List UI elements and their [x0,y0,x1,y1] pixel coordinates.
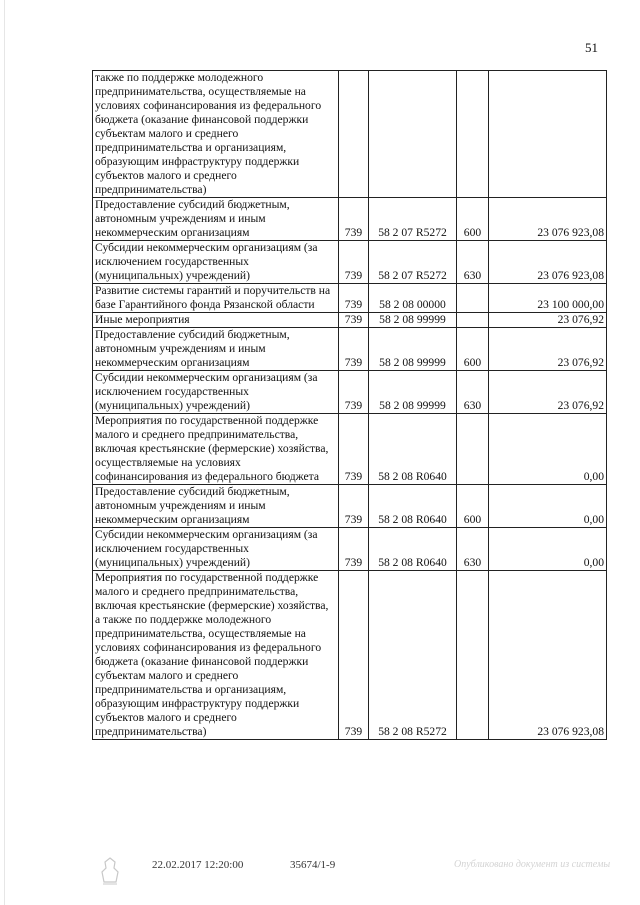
table-row [93,485,607,528]
row-amount: 23 076,92 [489,371,607,414]
row-article: 58 2 08 99999 [369,371,457,414]
budget-table [92,70,607,740]
row-article [369,71,457,198]
page-number: 51 [585,40,598,55]
row-type: 600 [457,198,489,241]
row-ministry: 739 [339,571,369,740]
row-article: 58 2 08 99999 [369,313,457,328]
row-name: Субсидии некоммерческим организациям (за исключением государственных (муниципальных) учреждений) [93,371,339,414]
row-type [457,414,489,485]
row-amount: 0,00 [489,485,607,528]
row-article: 58 2 08 R0640 [369,414,457,485]
table-row [93,528,607,571]
row-ministry: 739 [339,313,369,328]
row-article: 58 2 08 99999 [369,328,457,371]
row-article: 58 2 08 R0640 [369,528,457,571]
table-row [93,71,607,198]
row-name: Предоставление субсидий бюджетным, автономным учреждениям и иным некоммерческим организациям [93,328,339,371]
table-row [93,571,607,740]
row-name: Субсидии некоммерческим организациям (за исключением государственных (муниципальных) учреждений) [93,241,339,284]
coat-of-arms-icon [97,856,123,886]
table-row [93,313,607,328]
row-type: 630 [457,528,489,571]
row-type: 630 [457,241,489,284]
row-name: Предоставление субсидий бюджетным, автономным учреждениям и иным некоммерческим организациям [93,485,339,528]
row-type [457,71,489,198]
row-ministry: 739 [339,414,369,485]
table-row [93,241,607,284]
row-amount: 23 076 923,08 [489,241,607,284]
footer-watermark: Опубликовано документ из системы [454,859,611,870]
row-amount [489,71,607,198]
row-article: 58 2 07 R5272 [369,241,457,284]
table-row [93,371,607,414]
row-name: также по поддержке молодежного предпринимательства, осуществляемые на условиях софинансирования из федерального бюджета (оказание финансовой поддержки субъектам малого и среднего предпринимательства и организациям, образующим инфраструктуру поддержки субъектов малого и среднего предпринимательства) [93,71,339,198]
row-type [457,571,489,740]
table-row [93,198,607,241]
row-name: Иные мероприятия [93,313,339,328]
table-row [93,284,607,313]
row-amount: 23 100 000,00 [489,284,607,313]
row-name: Развитие системы гарантий и поручительств на базе Гарантийного фонда Рязанской области [93,284,339,313]
row-name: Предоставление субсидий бюджетным, автономным учреждениям и иным некоммерческим организациям [93,198,339,241]
row-amount: 0,00 [489,528,607,571]
row-amount: 23 076 923,08 [489,571,607,740]
row-ministry: 739 [339,284,369,313]
row-name: Субсидии некоммерческим организациям (за исключением государственных (муниципальных) учреждений) [93,528,339,571]
row-ministry: 739 [339,328,369,371]
row-type [457,313,489,328]
table-row [93,414,607,485]
row-article: 58 2 08 R0640 [369,485,457,528]
scan-margin-line [4,0,5,905]
row-type: 630 [457,371,489,414]
row-ministry: 739 [339,485,369,528]
row-ministry: 739 [339,241,369,284]
row-ministry: 739 [339,198,369,241]
row-ministry: 739 [339,528,369,571]
row-amount: 23 076 923,08 [489,198,607,241]
row-type: 600 [457,485,489,528]
row-article: 58 2 08 R5272 [369,571,457,740]
row-type: 600 [457,328,489,371]
row-amount: 23 076,92 [489,328,607,371]
footer-doc-number: 35674/1-9 [290,859,336,871]
row-ministry: 739 [339,371,369,414]
row-amount: 0,00 [489,414,607,485]
row-article: 58 2 07 R5272 [369,198,457,241]
row-name: Мероприятия по государственной поддержке малого и среднего предпринимательства, включая крестьянские (фермерские) хозяйства, осуществляемые на условиях софинансирования из федерального бюджета [93,414,339,485]
row-name: Мероприятия по государственной поддержке малого и среднего предпринимательства, включая крестьянские (фермерские) хозяйства, а также по поддержке молодежного предпринимательства, осуществляемые на условиях софинансирования из федерального бюджета (оказание финансовой поддержки субъектам малого и среднего предпринимательства и организациям, образующим инфраструктуру поддержки субъектов малого и среднего предпринимательства) [93,571,339,740]
footer-date: 22.02.2017 12:20:00 [152,859,244,871]
row-ministry [339,71,369,198]
row-type [457,284,489,313]
table-row [93,328,607,371]
row-article: 58 2 08 00000 [369,284,457,313]
row-amount: 23 076,92 [489,313,607,328]
